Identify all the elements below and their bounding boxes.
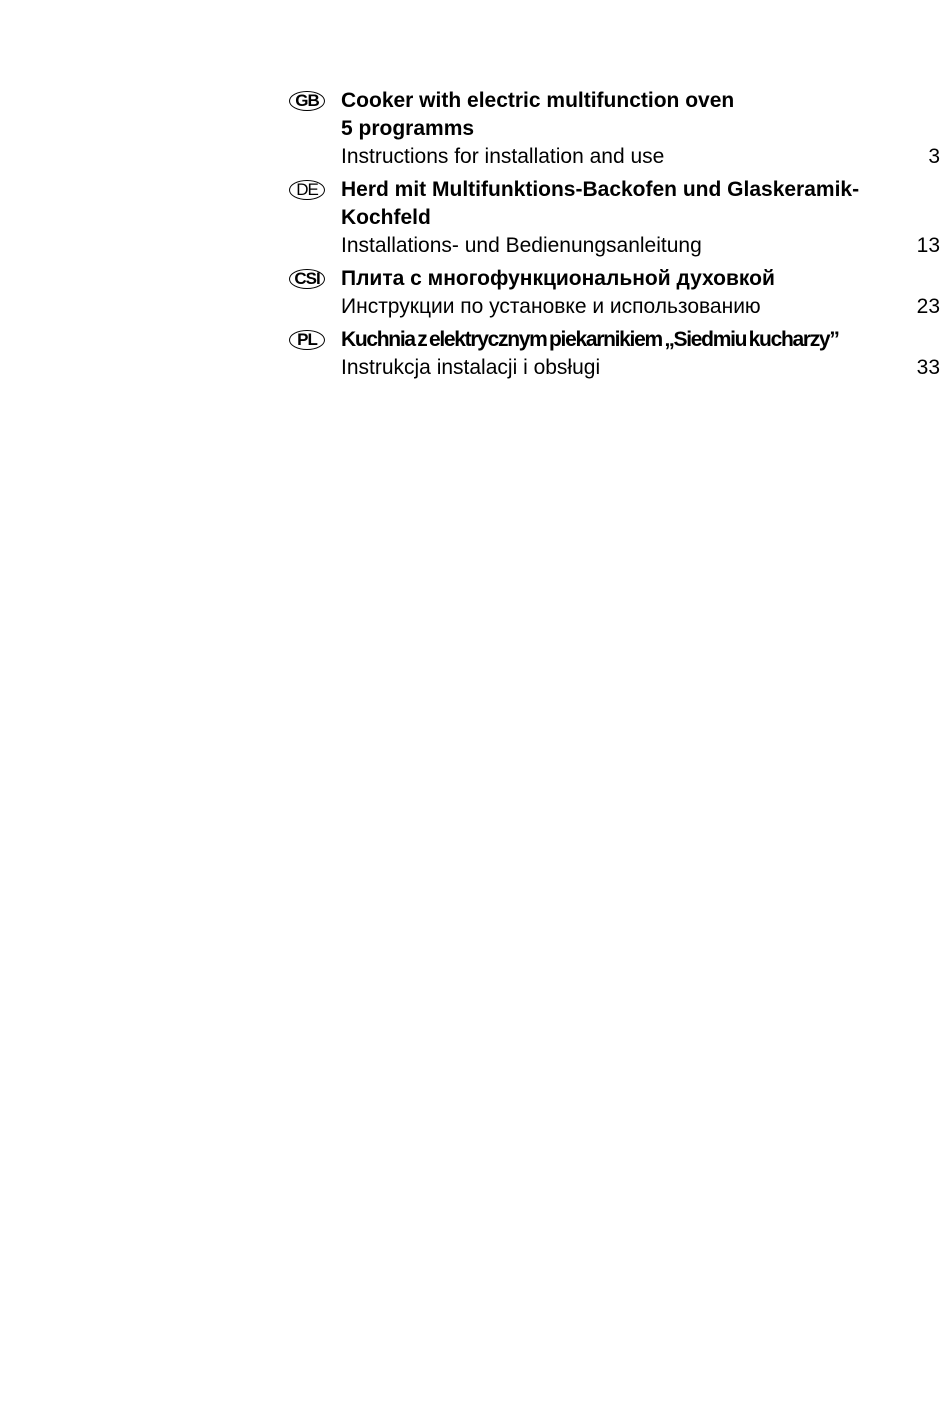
entry-title-line: Cooker with electric multifunction oven [341,89,735,112]
entry-subtitle: Инструкции по установке и использованию [341,295,761,318]
table-of-contents [287,87,940,387]
entry-subtitle-row [341,143,940,171]
language-badge-de: DE [289,180,325,200]
entry-title-line: 5 programms [341,117,475,140]
language-badge-csi: CSI [289,269,325,289]
entry-title-line: Herd mit Multifunktions-Backofen und Glaskeramik- [341,178,860,201]
entry-title-line: Kuchnia z elektrycznym piekarnikiem „Siedmiu kucharzy” [341,328,839,351]
entry-title-line: Kochfeld [341,206,431,229]
entry-subtitle-row [341,293,940,321]
toc-entry-de[interactable] [287,176,940,260]
entry-subtitle: Instructions for installation and use [341,145,665,168]
entry-subtitle-row [341,354,940,382]
entry-title [341,87,940,143]
entry-title [341,326,940,354]
page-number: 23 [916,295,940,318]
entry-title [341,265,940,293]
page-number: 33 [916,356,940,379]
entry-title [341,176,940,232]
entry-title-line: Плита с многофункциональной духовкой [341,267,775,290]
language-badge-gb: GB [289,91,325,111]
language-badge-pl: PL [289,330,325,350]
page-number: 13 [916,234,940,257]
toc-entry-gb[interactable] [287,87,940,171]
toc-entry-csi[interactable] [287,265,940,321]
entry-subtitle: Instrukcja instalacji i obsługi [341,356,601,379]
entry-subtitle: Installations- und Bedienungsanleitung [341,234,702,257]
toc-entry-pl[interactable] [287,326,940,382]
page-number: 3 [928,145,940,168]
entry-subtitle-row [341,232,940,260]
